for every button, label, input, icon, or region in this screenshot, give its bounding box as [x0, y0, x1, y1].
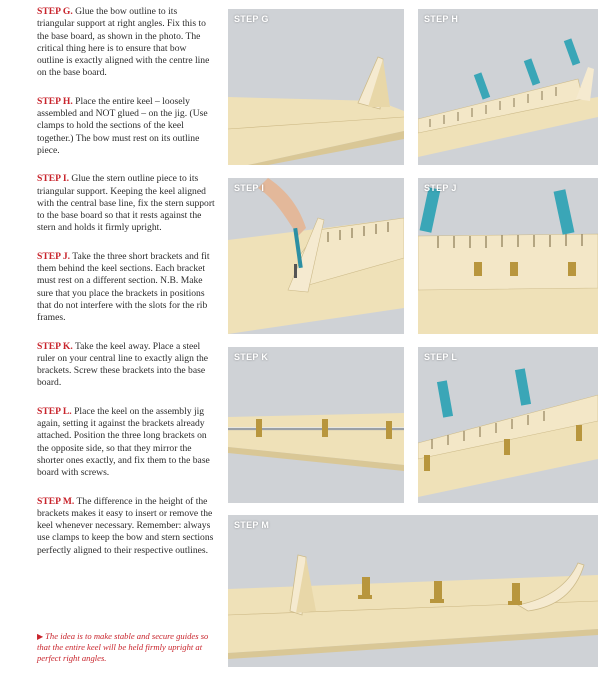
- photo-step-m: [228, 515, 598, 667]
- photo-step-h-illustration: [418, 9, 598, 165]
- photo-caption: STEP J: [424, 183, 457, 193]
- photo-step-g: [228, 9, 404, 165]
- step-h-body: Place the entire keel – loosely assembled and NOT glued – on the jig. (Use clamps to hold the sections of the keel together.) The bow must rest on its outline piece.: [37, 95, 208, 156]
- arrow-icon: ▶: [37, 632, 44, 641]
- step-k-label: STEP K.: [37, 340, 73, 352]
- step-j-text: [37, 251, 215, 325]
- photo-step-i-illustration: [228, 178, 404, 334]
- step-j-body: Take the three short brackets and fit them behind the keel sections. Each bracket must rest on a different section. N.B. Make sure that you place the brackets in positions that do not interfere with the slots for the rib frames.: [37, 250, 210, 324]
- step-i-label: STEP I.: [37, 173, 69, 185]
- instructions-column: [37, 6, 215, 573]
- photo-step-l-illustration: [418, 347, 598, 503]
- photo-caption: STEP M: [234, 520, 270, 530]
- photo-step-j: [418, 178, 598, 334]
- step-i-text: [37, 173, 215, 234]
- step-l-text: [37, 406, 215, 480]
- step-l-label: STEP L.: [37, 405, 72, 417]
- step-m-body: The difference in the height of the brackets makes it easy to insert or remove the keel whenever necessary. Remember: always use clamps to keep the bow and stern sections perfectly aligned to their respective outlines.: [37, 495, 214, 556]
- tip-note: [37, 631, 217, 664]
- step-g-label: STEP G.: [37, 6, 73, 17]
- photo-step-j-illustration: [418, 178, 598, 334]
- step-h-label: STEP H.: [37, 95, 73, 107]
- step-g-body: Glue the bow outline to its triangular support at right angles. Fix this to the base board, as shown in the photo. The critical thing here is to ensure that bow outline is exactly aligned with the centre line on the base board.: [37, 6, 210, 79]
- photo-caption: STEP H: [424, 14, 459, 24]
- photo-step-k: [228, 347, 404, 503]
- photo-step-k-illustration: [228, 347, 404, 503]
- step-k-body: Take the keel away. Place a steel ruler on your central line to exactly align the brackets. Screw these brackets into the base board.: [37, 340, 209, 389]
- photo-step-g-illustration: [228, 9, 404, 165]
- step-m-text: [37, 496, 215, 557]
- step-g-text: [37, 6, 215, 80]
- photo-step-i: [228, 178, 404, 334]
- step-m-label: STEP M.: [37, 495, 75, 507]
- tip-text: The idea is to make stable and secure guides so that the entire keel will be held firmly upright at perfect right angles.: [37, 631, 209, 663]
- photo-step-m-illustration: [228, 515, 598, 667]
- photo-step-h: [418, 9, 598, 165]
- photo-caption: STEP K: [234, 352, 269, 362]
- photo-caption: STEP L: [424, 352, 458, 362]
- step-h-text: [37, 96, 215, 157]
- photo-caption: STEP G: [234, 14, 269, 24]
- step-j-label: STEP J.: [37, 250, 71, 262]
- step-i-body: Glue the stern outline piece to its triangular support. Keeping the keel aligned with the central base line, fix the stern support to the base board so that it rests against the stern and holds it firmly upright.: [37, 173, 215, 234]
- photo-caption: STEP I: [234, 183, 265, 193]
- step-l-body: Place the keel on the assembly jig again, setting it against the brackets already attached. Position the three long brackets on the opposite side, so that they mirror the shorter ones exactly, and fix them to the base board with screws.: [37, 405, 210, 479]
- photo-step-l: [418, 347, 598, 503]
- step-k-text: [37, 341, 215, 390]
